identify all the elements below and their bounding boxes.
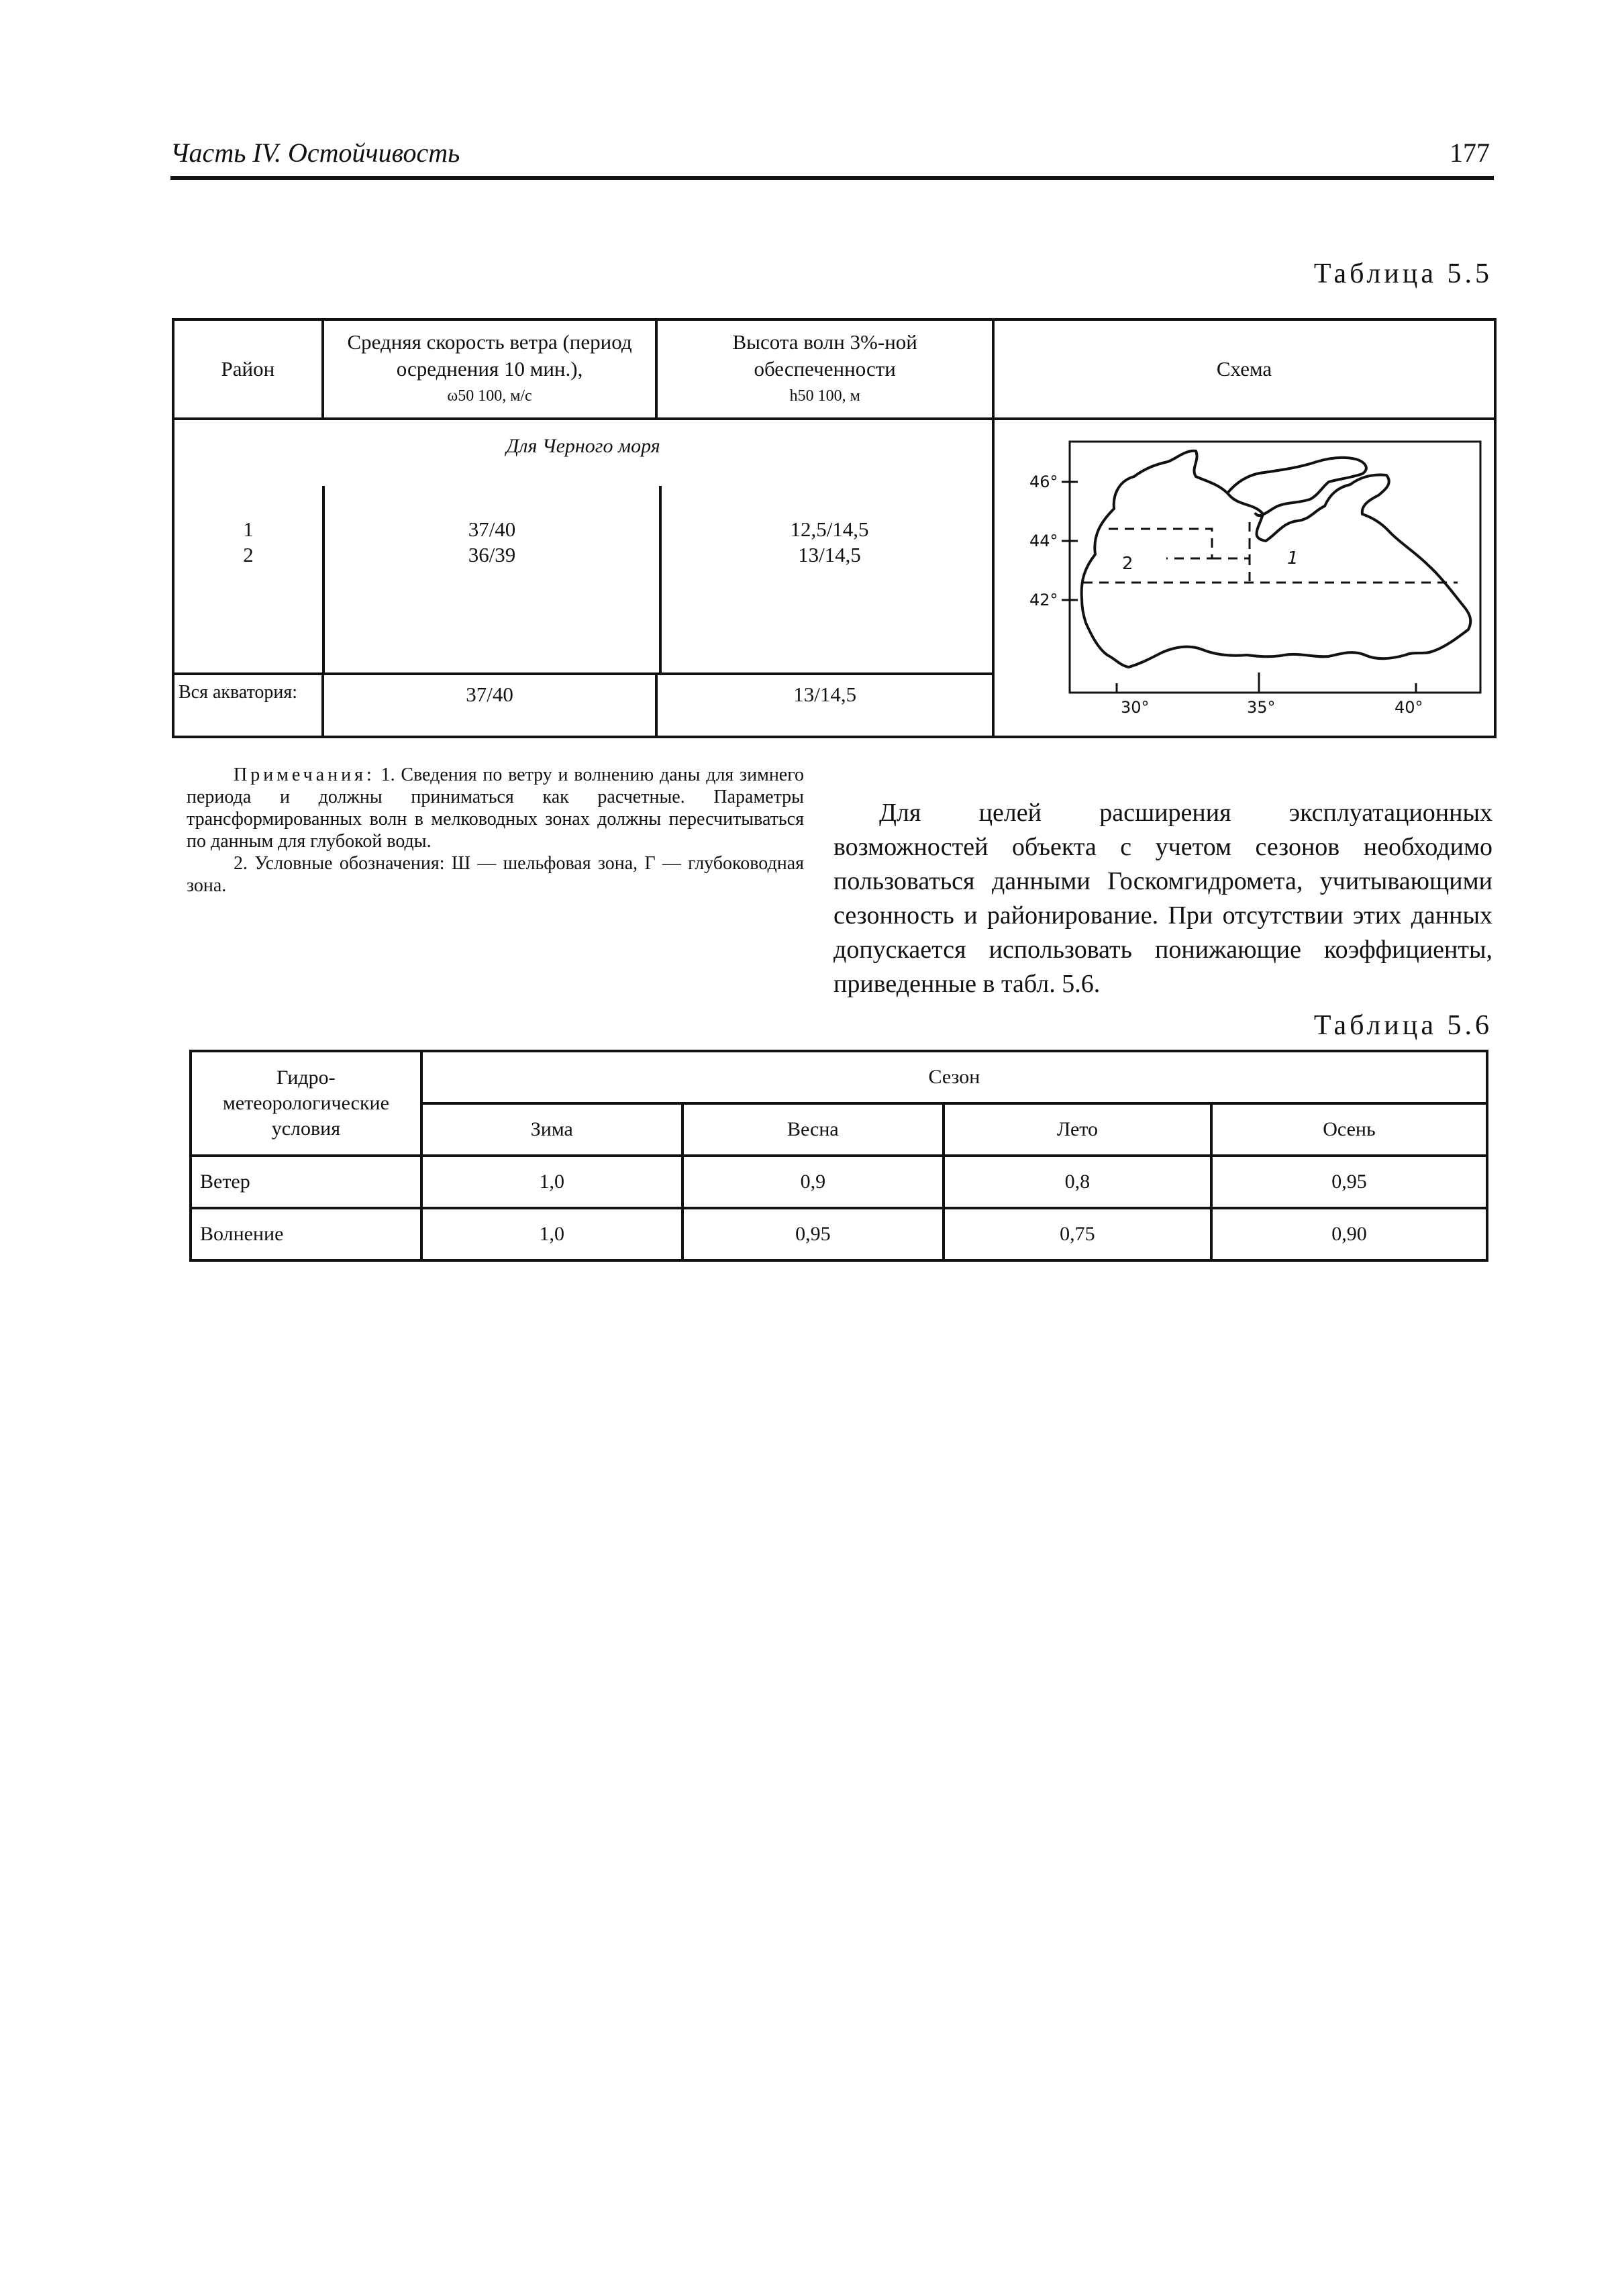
- col-season-header: Сезон: [421, 1051, 1487, 1103]
- wave-value-1: 12,5/14,5: [790, 517, 869, 541]
- total-label: Вся акватория:: [173, 674, 323, 737]
- running-header-section: Часть IV. Остойчивость: [170, 138, 460, 168]
- col-wave-unit: h50 100, м: [789, 387, 860, 405]
- table-5-6-caption: Таблица 5.6: [1313, 1010, 1492, 1041]
- row-label: Волнение: [191, 1208, 421, 1260]
- black-sea-section: [173, 419, 993, 674]
- col-region-header: Район: [173, 319, 323, 419]
- wind-value-2: 36/39: [468, 543, 516, 566]
- col-wave-title: Высота волн 3%-ной обеспеченности: [732, 330, 917, 381]
- page-number: 177: [1450, 138, 1490, 168]
- note-1: [187, 764, 804, 852]
- lat-label: 42°: [1029, 591, 1058, 609]
- lat-label: 46°: [1029, 472, 1058, 491]
- table-cell: 0,9: [682, 1156, 944, 1208]
- region-list: [174, 517, 322, 568]
- table-cell: 1,0: [421, 1208, 682, 1260]
- region-1: 1: [243, 517, 254, 541]
- column-divider: [659, 486, 662, 674]
- table-5-5: [172, 318, 1497, 738]
- col-wind-title: Средняя скорость ветра (период осреднения 10 мин.),: [347, 330, 632, 381]
- table-5-6: [189, 1050, 1488, 1262]
- column-divider: [322, 486, 325, 674]
- table-5-5-caption: Таблица 5.5: [1313, 258, 1492, 289]
- col-wind-unit: ω50 100, м/с: [447, 387, 532, 405]
- table-row: [191, 1156, 1487, 1208]
- region-2: 2: [243, 543, 254, 566]
- table-row: [191, 1208, 1487, 1260]
- col-wave-header: [656, 319, 993, 419]
- row-label: Ветер: [191, 1156, 421, 1208]
- header-rule: [170, 176, 1494, 180]
- scheme-cell: [993, 419, 1495, 737]
- lat-label: 44°: [1029, 532, 1058, 550]
- total-wind: 37/40: [323, 674, 657, 737]
- body-paragraph: Для целей расширения эксплуатационных возможностей объекта с учетом сезонов необходимо пользоваться данными Госкомгидромета, учитывающими сезонность и районирование. При отсутствии этих данных допускается использовать понижающие коэффициенты, приведенные в табл. 5.6.: [833, 799, 1492, 998]
- table-cell: 0,8: [944, 1156, 1211, 1208]
- col-scheme-header: Схема: [993, 319, 1495, 419]
- section-label: Для Черного моря: [506, 435, 660, 457]
- zone-boundary: [1212, 521, 1250, 558]
- note-1-text: 1. Сведения по ветру и волнению даны для зимнего периода и должны приниматься как расчетные. Параметры трансформированных волн в мелководных зонах должны пересчитываться по данным для глубокой воды.: [187, 764, 805, 852]
- season-header: Осень: [1211, 1103, 1487, 1156]
- table-cell: 0,95: [1211, 1156, 1487, 1208]
- season-header: Весна: [682, 1103, 944, 1156]
- coastline: [1082, 451, 1471, 667]
- wind-value-1: 37/40: [468, 517, 516, 541]
- wave-value-2: 13/14,5: [798, 543, 861, 566]
- zone-label-1: 1: [1286, 548, 1299, 568]
- col-wind-header: [323, 319, 657, 419]
- season-header: Зима: [421, 1103, 682, 1156]
- table-cell: 1,0: [421, 1156, 682, 1208]
- lon-label: 30°: [1120, 698, 1150, 717]
- table-cell: 0,90: [1211, 1208, 1487, 1260]
- black-sea-map: [995, 420, 1494, 736]
- note-2: 2. Условные обозначения: Ш — шельфовая зона, Г — глубоководная зона.: [187, 853, 804, 896]
- table-cell: 0,95: [682, 1208, 944, 1260]
- table-cell: 0,75: [944, 1208, 1211, 1260]
- lon-label: 40°: [1394, 698, 1423, 717]
- wave-list: [662, 517, 997, 568]
- notes-title: Примечания:: [234, 764, 375, 785]
- lon-label: 35°: [1246, 698, 1276, 717]
- table-notes: [187, 764, 804, 897]
- col-conditions-header: Гидро-метеорологические условия: [191, 1051, 421, 1156]
- wind-list: [325, 517, 659, 568]
- zone-label-2: 2: [1121, 554, 1133, 574]
- total-wave: 13/14,5: [656, 674, 993, 737]
- season-header: Лето: [944, 1103, 1211, 1156]
